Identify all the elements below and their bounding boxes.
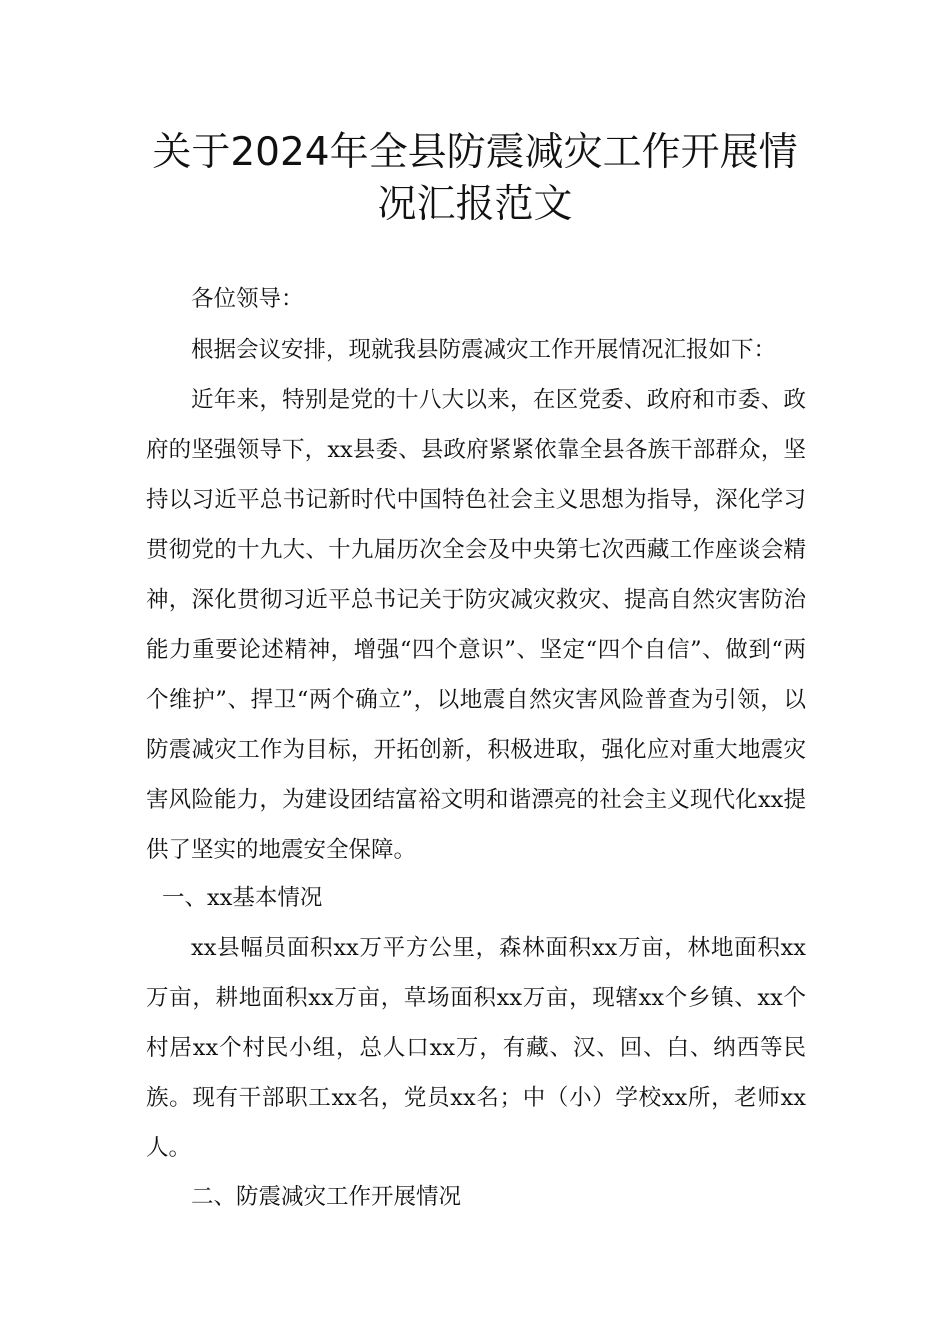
section-heading-work-progress: 二、防震减灾工作开展情况 — [191, 1184, 462, 1210]
paragraph-background: 近年来，特别是党的十八大以来，在区党委、政府和市委、政府的坚强领导下，xx县委、县政府紧紧依靠全县各族干部群众，坚持以习近平总书记新时代中国特色社会主义思想为指导，深化学习贯彻党的十九大、十九届历次全会及中央第七次西藏工作座谈会精神，深化贯彻习近平总书记关于防灾减灾救灾、提高自然灾害防治能力重要论述精神，增强“四个意识”、坚定“四个自信”、做到“两个维护”、捍卫“两个确立”，以地震自然灾害风险普查为引领，以防震减灾工作为目标，开拓创新，积极进取，强化应对重大地震灾害风险能力，为建设团结富裕文明和谐漂亮的社会主义现代化xx提供了坚实的地震安全保障。 — [146, 387, 806, 863]
intro-paragraph: 根据会议安排，现就我县防震减灾工作开展情况汇报如下： — [191, 337, 777, 363]
document-title-line-2: 况汇报范文 — [377, 182, 573, 227]
paragraph-basic-info: xx县幅员面积xx万平方公里，森林面积xx万亩，林地面积xx万亩，耕地面积xx万亩，草场面积xx万亩，现辖xx个乡镇、xx个村居xx个村民小组，总人口xx万，有藏、汉、回、白、纳西等民族。现有干部职工xx名，党员xx名；中（小）学校xx所，老师xx人。 — [146, 935, 806, 1161]
document-title-line-1: 关于2024年全县防震减灾工作开展情 — [152, 130, 798, 175]
salutation: 各位领导： — [191, 286, 304, 312]
section-heading-basic-info: 一、xx基本情况 — [162, 885, 323, 911]
